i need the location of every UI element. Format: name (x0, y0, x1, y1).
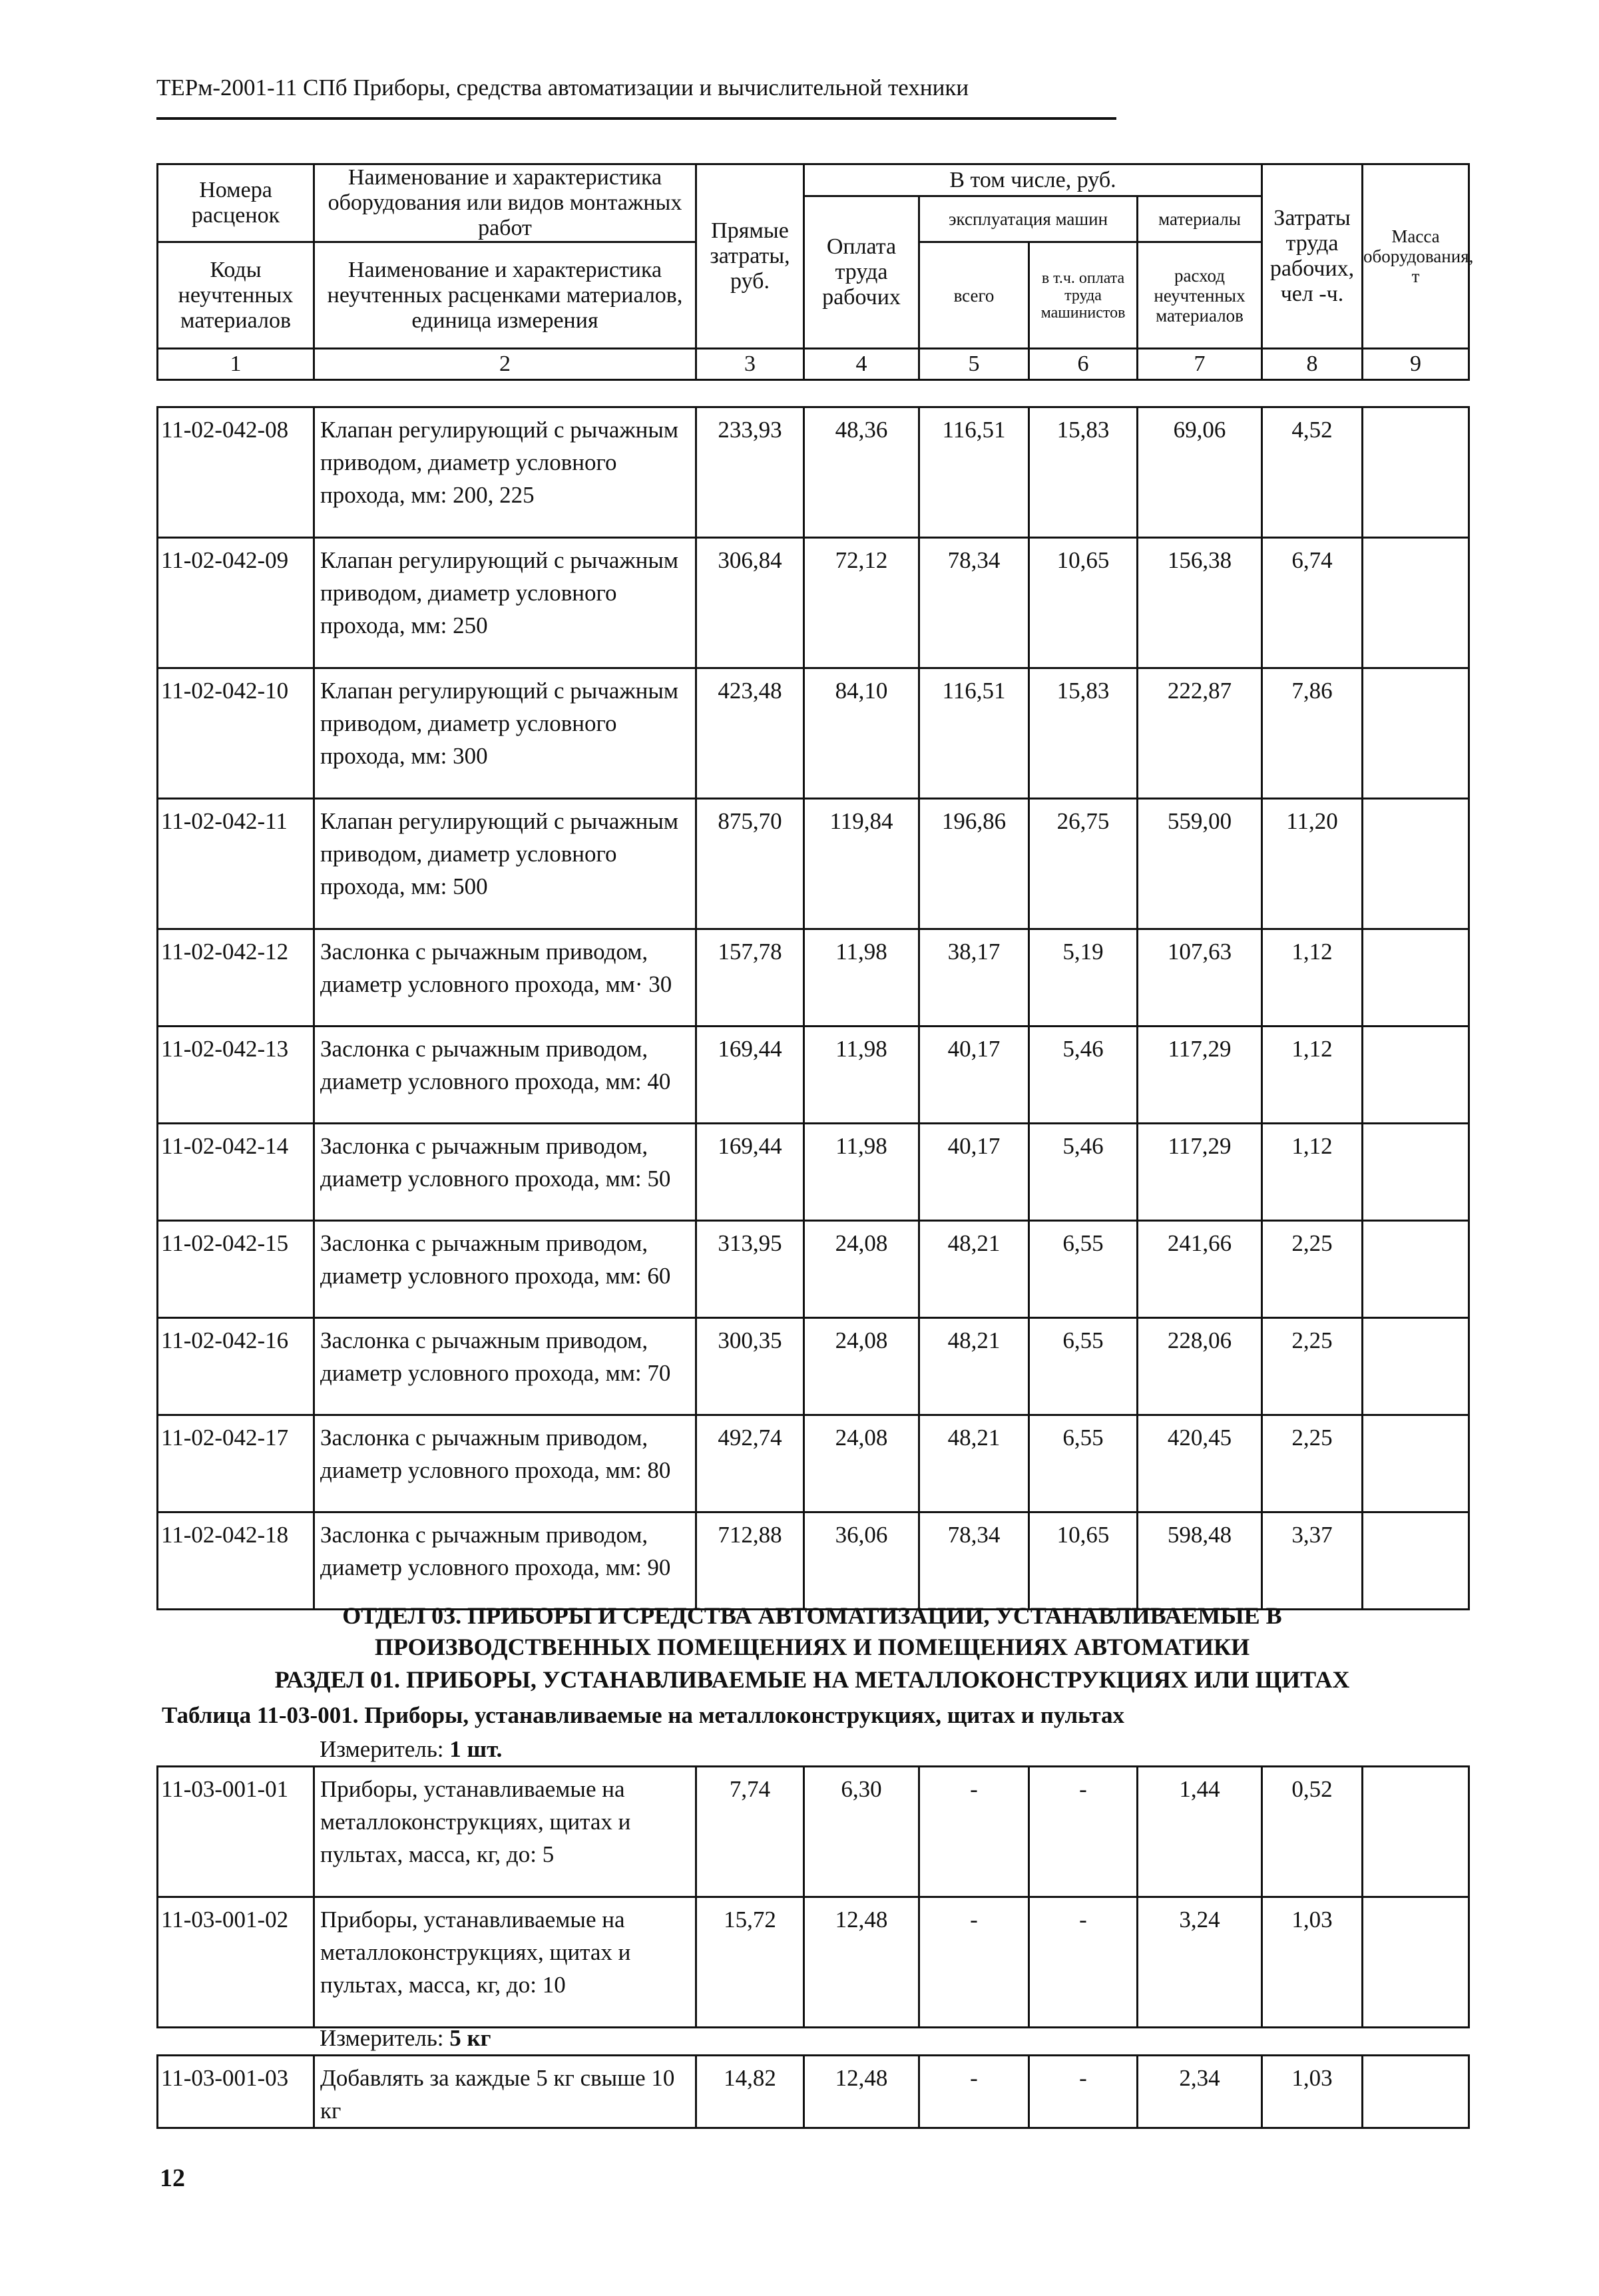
rate-code: 11-03-001-01 (158, 1767, 314, 1897)
machine-costs: - (919, 1897, 1029, 2028)
work-description: Заслонка с рычажным приводом, диаметр условного прохода, мм: 70 (314, 1318, 696, 1415)
table-row (158, 1897, 1469, 2028)
table-row (158, 538, 1469, 668)
column-number: 8 (1262, 349, 1363, 380)
table-row (158, 2056, 1469, 2128)
rate-code: 11-03-001-02 (158, 1897, 314, 2028)
equipment-mass (1363, 1124, 1469, 1221)
labor-hours: 1,12 (1262, 1124, 1363, 1221)
materials-cost: 2,34 (1138, 2056, 1262, 2128)
work-description: Заслонка с рычажным приводом, диаметр условного прохода, мм: 60 (314, 1221, 696, 1318)
machine-costs: 196,86 (919, 799, 1029, 929)
labor-pay: 119,84 (804, 799, 919, 929)
work-description: Заслонка с рычажным приводом, диаметр условного прохода, мм: 90 (314, 1512, 696, 1610)
equipment-mass (1363, 668, 1469, 799)
labor-hours: 1,12 (1262, 1027, 1363, 1124)
equipment-mass (1363, 1415, 1469, 1512)
direct-costs: 300,35 (696, 1318, 804, 1415)
rate-code: 11-02-042-12 (158, 929, 314, 1027)
page-number: 12 (160, 2164, 185, 2192)
labor-hours: 1,03 (1262, 2056, 1363, 2128)
work-description: Приборы, устанавливаемые на металлоконструкциях, щитах и пультах, масса, кг, до: 10 (314, 1897, 696, 2028)
table-title: Таблица 11-03-001. Приборы, устанавливаемые на металлоконструкциях, щитах и пультах (162, 1702, 1124, 1728)
operator-pay: - (1029, 2056, 1138, 2128)
materials-cost: 598,48 (1138, 1512, 1262, 1610)
machine-costs: 48,21 (919, 1415, 1029, 1512)
header-mass: Масса оборудования, т (1363, 164, 1469, 349)
operator-pay: 5,46 (1029, 1027, 1138, 1124)
direct-costs: 157,78 (696, 929, 804, 1027)
operator-pay: 5,46 (1029, 1124, 1138, 1221)
header-operators-pay: в т.ч. оплата труда машинистов (1029, 242, 1138, 349)
work-description: Клапан регулирующий с рычажным приводом, диаметр условного прохода, мм: 250 (314, 538, 696, 668)
table-row (158, 668, 1469, 799)
direct-costs: 233,93 (696, 407, 804, 538)
header-machines-total: всего (919, 242, 1029, 349)
labor-pay: 48,36 (804, 407, 919, 538)
column-number: 1 (158, 349, 314, 380)
direct-costs: 875,70 (696, 799, 804, 929)
rate-code: 11-02-042-10 (158, 668, 314, 799)
labor-hours: 2,25 (1262, 1221, 1363, 1318)
machine-costs: 38,17 (919, 929, 1029, 1027)
rate-code: 11-02-042-17 (158, 1415, 314, 1512)
rates-table-part1 (156, 406, 1470, 1610)
labor-hours: 0,52 (1262, 1767, 1363, 1897)
materials-cost: 228,06 (1138, 1318, 1262, 1415)
header-codes-top: Номера расценок (158, 164, 314, 242)
rate-code: 11-03-001-03 (158, 2056, 314, 2128)
rate-code: 11-02-042-11 (158, 799, 314, 929)
table-row (158, 1415, 1469, 1512)
rate-code: 11-02-042-18 (158, 1512, 314, 1610)
materials-cost: 117,29 (1138, 1027, 1262, 1124)
labor-hours: 6,74 (1262, 538, 1363, 668)
labor-pay: 11,98 (804, 1027, 919, 1124)
labor-pay: 24,08 (804, 1415, 919, 1512)
equipment-mass (1363, 1767, 1469, 1897)
equipment-mass (1363, 929, 1469, 1027)
labor-pay: 24,08 (804, 1318, 919, 1415)
work-description: Клапан регулирующий с рычажным приводом, диаметр условного прохода, мм: 500 (314, 799, 696, 929)
direct-costs: 7,74 (696, 1767, 804, 1897)
rate-code: 11-02-042-14 (158, 1124, 314, 1221)
work-description: Клапан регулирующий с рычажным приводом, диаметр условного прохода, мм: 200, 225 (314, 407, 696, 538)
work-description: Заслонка с рычажным приводом, диаметр условного прохода, мм: 50 (314, 1124, 696, 1221)
work-description: Заслонка с рычажным приводом, диаметр условного прохода, мм· 30 (314, 929, 696, 1027)
labor-hours: 11,20 (1262, 799, 1363, 929)
table-row (158, 1027, 1469, 1124)
labor-hours: 2,25 (1262, 1318, 1363, 1415)
equipment-mass (1363, 2056, 1469, 2128)
operator-pay: 26,75 (1029, 799, 1138, 929)
operator-pay: 6,55 (1029, 1415, 1138, 1512)
equipment-mass (1363, 538, 1469, 668)
labor-hours: 1,12 (1262, 929, 1363, 1027)
header-rule (156, 117, 1116, 120)
rates-table-part2 (156, 1765, 1470, 2028)
operator-pay: 15,83 (1029, 668, 1138, 799)
rate-code: 11-02-042-15 (158, 1221, 314, 1318)
operator-pay: 6,55 (1029, 1221, 1138, 1318)
labor-pay: 12,48 (804, 2056, 919, 2128)
labor-pay: 11,98 (804, 1124, 919, 1221)
table-row (158, 1512, 1469, 1610)
labor-pay: 11,98 (804, 929, 919, 1027)
materials-cost: 241,66 (1138, 1221, 1262, 1318)
table-row (158, 1767, 1469, 1897)
header-labor-pay: Оплата труда рабочих (804, 196, 919, 349)
header-labor-hours: Затраты труда рабочих, чел -ч. (1262, 164, 1363, 349)
direct-costs: 313,95 (696, 1221, 804, 1318)
page-header: ТЕРм-2001-11 СПб Приборы, средства автоматизации и вычислительной техники (156, 75, 969, 101)
materials-cost: 107,63 (1138, 929, 1262, 1027)
direct-costs: 169,44 (696, 1027, 804, 1124)
machine-costs: - (919, 2056, 1029, 2128)
work-description: Клапан регулирующий с рычажным приводом, диаметр условного прохода, мм: 300 (314, 668, 696, 799)
header-name-top: Наименование и характеристика оборудования или видов монтажных работ (314, 164, 696, 242)
header-machines: эксплуатация машин (919, 196, 1138, 242)
table-row (158, 929, 1469, 1027)
operator-pay: 5,19 (1029, 929, 1138, 1027)
column-number: 7 (1138, 349, 1262, 380)
materials-cost: 117,29 (1138, 1124, 1262, 1221)
column-number: 3 (696, 349, 804, 380)
labor-hours: 3,37 (1262, 1512, 1363, 1610)
equipment-mass (1363, 407, 1469, 538)
machine-costs: - (919, 1767, 1029, 1897)
table-row (158, 1124, 1469, 1221)
header-direct-costs: Прямые затраты, руб. (696, 164, 804, 349)
direct-costs: 492,74 (696, 1415, 804, 1512)
operator-pay: 10,65 (1029, 538, 1138, 668)
labor-pay: 24,08 (804, 1221, 919, 1318)
materials-cost: 1,44 (1138, 1767, 1262, 1897)
equipment-mass (1363, 1512, 1469, 1610)
column-number: 5 (919, 349, 1029, 380)
work-description: Заслонка с рычажным приводом, диаметр условного прохода, мм: 40 (314, 1027, 696, 1124)
equipment-mass (1363, 1027, 1469, 1124)
operator-pay: 10,65 (1029, 1512, 1138, 1610)
machine-costs: 48,21 (919, 1221, 1029, 1318)
machine-costs: 40,17 (919, 1027, 1029, 1124)
labor-hours: 4,52 (1262, 407, 1363, 538)
labor-hours: 7,86 (1262, 668, 1363, 799)
labor-hours: 1,03 (1262, 1897, 1363, 2028)
operator-pay: 6,55 (1029, 1318, 1138, 1415)
machine-costs: 48,21 (919, 1318, 1029, 1415)
column-number: 2 (314, 349, 696, 380)
direct-costs: 169,44 (696, 1124, 804, 1221)
labor-hours: 2,25 (1262, 1415, 1363, 1512)
rate-code: 11-02-042-09 (158, 538, 314, 668)
measure-unit-2: Измеритель: 5 кг (320, 2025, 491, 2051)
rates-table-part3 (156, 2054, 1470, 2129)
machine-costs: 116,51 (919, 407, 1029, 538)
table-row (158, 799, 1469, 929)
header-name-bottom: Наименование и характеристика неучтенных расценками материалов, единица измерения (314, 242, 696, 349)
materials-cost: 3,24 (1138, 1897, 1262, 2028)
direct-costs: 14,82 (696, 2056, 804, 2128)
labor-pay: 6,30 (804, 1767, 919, 1897)
header-group: В том числе, руб. (804, 164, 1262, 196)
rate-code: 11-02-042-16 (158, 1318, 314, 1415)
machine-costs: 78,34 (919, 1512, 1029, 1610)
labor-pay: 84,10 (804, 668, 919, 799)
labor-pay: 36,06 (804, 1512, 919, 1610)
equipment-mass (1363, 799, 1469, 929)
header-codes-bottom: Коды неучтенных материалов (158, 242, 314, 349)
rate-code: 11-02-042-08 (158, 407, 314, 538)
table-header (156, 163, 1474, 381)
materials-cost: 69,06 (1138, 407, 1262, 538)
table-row (158, 1318, 1469, 1415)
materials-cost: 222,87 (1138, 668, 1262, 799)
labor-pay: 72,12 (804, 538, 919, 668)
direct-costs: 423,48 (696, 668, 804, 799)
operator-pay: - (1029, 1897, 1138, 2028)
column-number: 9 (1363, 349, 1469, 380)
machine-costs: 78,34 (919, 538, 1029, 668)
direct-costs: 306,84 (696, 538, 804, 668)
section-title: ОТДЕЛ 03. ПРИБОРЫ И СРЕДСТВА АВТОМАТИЗАЦИИ, УСТАНАВЛИВАЕМЫЕ В ПРОИЗВОДСТВЕННЫХ ПОМЕЩЕНИЯХ И ПОМЕЩЕНИЯХ АВТОМАТИКИ (342, 1602, 1282, 1660)
measure-unit-1: Измеритель: 1 шт. (320, 1736, 503, 1762)
machine-costs: 116,51 (919, 668, 1029, 799)
rate-code: 11-02-042-13 (158, 1027, 314, 1124)
work-description: Приборы, устанавливаемые на металлоконструкциях, щитах и пультах, масса, кг, до: 5 (314, 1767, 696, 1897)
work-description: Добавлять за каждые 5 кг свыше 10 кг (314, 2056, 696, 2128)
column-number: 4 (804, 349, 919, 380)
header-materials: материалы (1138, 196, 1262, 242)
equipment-mass (1363, 1897, 1469, 2028)
direct-costs: 712,88 (696, 1512, 804, 1610)
header-materials-use: расход неучтенных материалов (1138, 242, 1262, 349)
direct-costs: 15,72 (696, 1897, 804, 2028)
operator-pay: 15,83 (1029, 407, 1138, 538)
materials-cost: 156,38 (1138, 538, 1262, 668)
subsection-title: РАЗДЕЛ 01. ПРИБОРЫ, УСТАНАВЛИВАЕМЫЕ НА МЕТАЛЛОКОНСТРУКЦИЯХ ИЛИ ЩИТАХ (274, 1666, 1350, 1693)
work-description: Заслонка с рычажным приводом, диаметр условного прохода, мм: 80 (314, 1415, 696, 1512)
table-row (158, 1221, 1469, 1318)
materials-cost: 559,00 (1138, 799, 1262, 929)
equipment-mass (1363, 1318, 1469, 1415)
column-number: 6 (1029, 349, 1138, 380)
table-row (158, 407, 1469, 538)
labor-pay: 12,48 (804, 1897, 919, 2028)
materials-cost: 420,45 (1138, 1415, 1262, 1512)
equipment-mass (1363, 1221, 1469, 1318)
machine-costs: 40,17 (919, 1124, 1029, 1221)
operator-pay: - (1029, 1767, 1138, 1897)
